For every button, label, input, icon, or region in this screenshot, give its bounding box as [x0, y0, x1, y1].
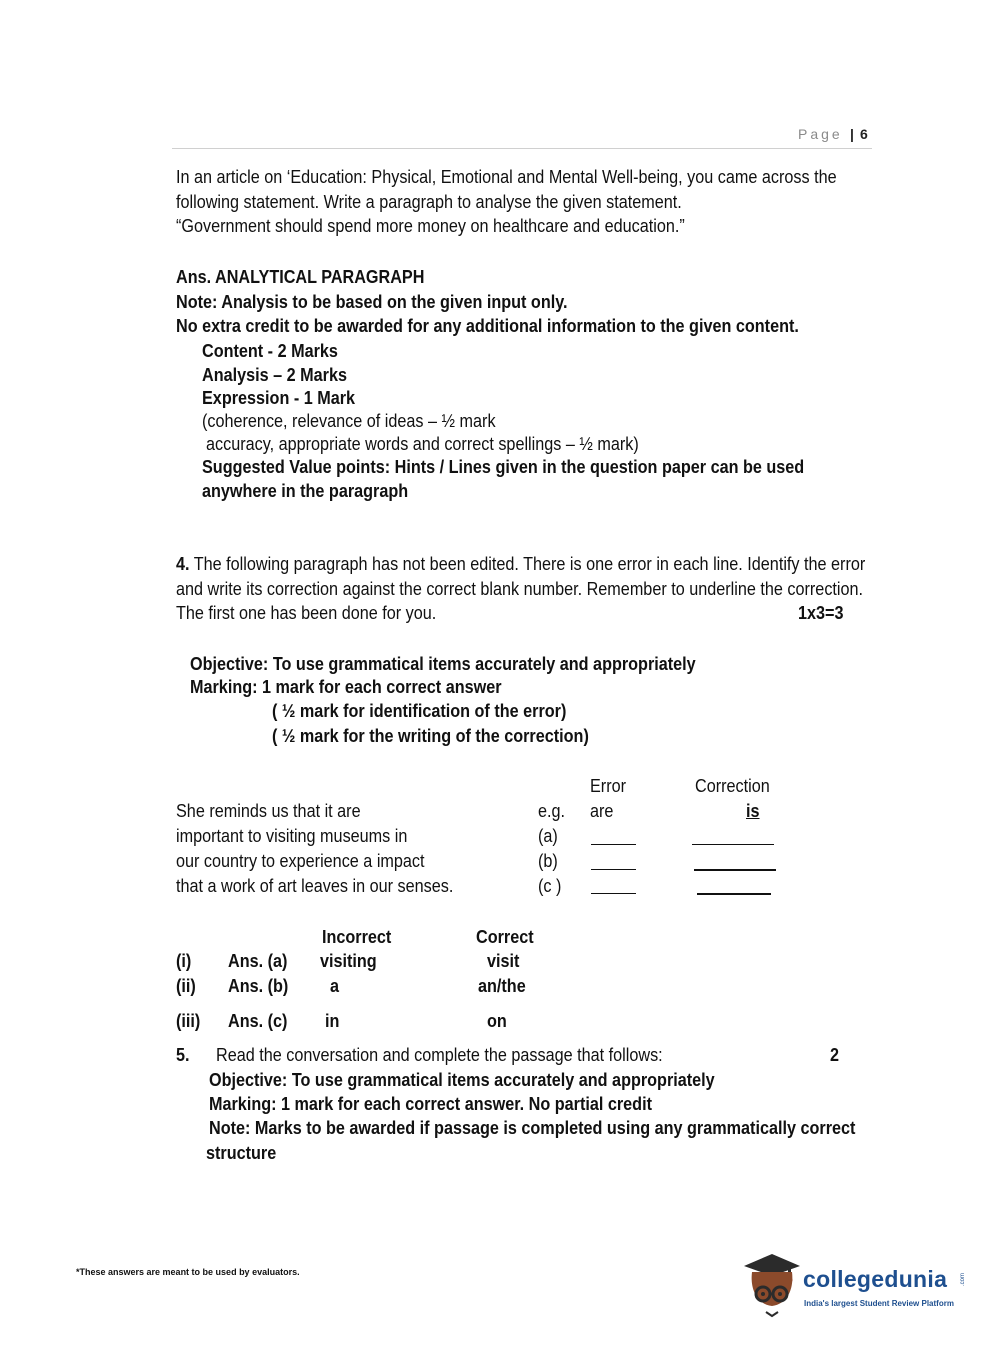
- blank-correction-b: [694, 869, 776, 871]
- blank-label-eg: e.g.: [538, 801, 566, 821]
- ans-head-correct: Correct: [476, 927, 534, 947]
- q4-marking-sub-1: ( ½ mark for identification of the error): [272, 701, 567, 721]
- q4-line-1-text: The following paragraph has not been edited. There is one error in each line. Identify the error: [193, 554, 866, 574]
- q5-marks: 2: [830, 1045, 840, 1065]
- q3-line-2: following statement. Write a paragraph to analyse the given statement.: [176, 192, 682, 212]
- answer-correct: visit: [487, 951, 520, 971]
- q5-number: 5.: [176, 1045, 190, 1065]
- blank-correction-c: [697, 893, 771, 895]
- blank-error-a: [591, 844, 636, 845]
- q3-suggested-2: anywhere in the paragraph: [202, 481, 409, 501]
- answer-roman: (iii): [176, 1011, 201, 1031]
- answer-incorrect: visiting: [320, 951, 377, 971]
- q4-line-3: The first one has been done for you.: [176, 603, 437, 623]
- page-separator: |: [850, 126, 854, 142]
- blank-error-b: [591, 869, 636, 870]
- eg-error: are: [590, 801, 614, 821]
- q4-line-1: [176, 552, 865, 576]
- blank-label-b: (b): [538, 851, 558, 871]
- page-number: 6: [860, 126, 868, 142]
- col-header-error: Error: [590, 776, 626, 796]
- q5-note-2: structure: [206, 1143, 277, 1163]
- mascot-icon: [742, 1250, 804, 1320]
- answer-label: Ans. (c): [228, 1011, 288, 1031]
- passage-line-2: important to visiting museums in: [176, 826, 408, 846]
- eg-correction: is: [746, 801, 760, 821]
- q4-marking: Marking: 1 mark for each correct answer: [190, 677, 502, 697]
- q3-sub-1: (coherence, relevance of ideas – ½ mark: [202, 411, 496, 431]
- answer-label: Ans. (b): [228, 976, 289, 996]
- passage-line-4: that a work of art leaves in our senses.: [176, 876, 454, 896]
- q3-ans-title: Ans. ANALYTICAL PARAGRAPH: [176, 267, 425, 287]
- blank-label-c: (c ): [538, 876, 562, 896]
- q5-note-1: Note: Marks to be awarded if passage is completed using any grammatically correct: [209, 1118, 856, 1138]
- header-divider: [172, 148, 872, 149]
- passage-line-3: our country to experience a impact: [176, 851, 425, 871]
- q3-note-1: Note: Analysis to be based on the given input only.: [176, 292, 568, 312]
- answer-correct: on: [487, 1011, 507, 1031]
- q4-marks: 1x3=3: [798, 603, 844, 623]
- q3-expression-marks: Expression - 1 Mark: [202, 388, 356, 408]
- brand-name: collegedunia: [803, 1266, 948, 1292]
- blank-correction-a: [692, 844, 774, 845]
- q5-marking: Marking: 1 mark for each correct answer. No partial credit: [209, 1094, 652, 1114]
- q3-suggested-1: Suggested Value points: Hints / Lines given in the question paper can be used: [202, 457, 805, 477]
- brand-suffix: .com: [960, 1272, 966, 1286]
- q3-sub-2: accuracy, appropriate words and correct spellings – ½ mark): [206, 434, 639, 454]
- blank-error-c: [591, 893, 636, 894]
- answer-incorrect: in: [325, 1011, 340, 1031]
- answer-roman: (ii): [176, 976, 196, 996]
- blank-label-a: (a): [538, 826, 558, 846]
- q4-line-2: and write its correction against the correct blank number. Remember to underline the correction.: [176, 579, 864, 599]
- col-header-correction: Correction: [695, 776, 770, 796]
- q5-text: Read the conversation and complete the passage that follows:: [216, 1045, 663, 1065]
- q4-number: 4.: [176, 554, 190, 574]
- answer-incorrect: a: [330, 976, 340, 996]
- q3-analysis-marks: Analysis – 2 Marks: [202, 365, 347, 385]
- answer-correct: an/the: [478, 976, 526, 996]
- q3-line-3: “Government should spend more money on healthcare and education.”: [176, 216, 685, 236]
- brand-tagline: India's largest Student Review Platform: [804, 1299, 954, 1308]
- q3-line-1: In an article on ‘Education: Physical, Emotional and Mental Well-being, you came across the: [176, 167, 837, 187]
- q3-content-marks: Content - 2 Marks: [202, 341, 338, 361]
- passage-line-1: She reminds us that it are: [176, 801, 361, 821]
- q4-objective: Objective: To use grammatical items accurately and appropriately: [190, 654, 696, 674]
- q4-marking-sub-2: ( ½ mark for the writing of the correction): [272, 726, 589, 746]
- answer-label: Ans. (a): [228, 951, 288, 971]
- q3-note-2: No extra credit to be awarded for any additional information to the given content.: [176, 316, 799, 336]
- answer-roman: (i): [176, 951, 192, 971]
- footer-disclaimer: *These answers are meant to be used by evaluators.: [76, 1267, 300, 1277]
- q5-objective: Objective: To use grammatical items accurately and appropriately: [209, 1070, 715, 1090]
- ans-head-incorrect: Incorrect: [322, 927, 392, 947]
- page-label: Page: [798, 126, 843, 142]
